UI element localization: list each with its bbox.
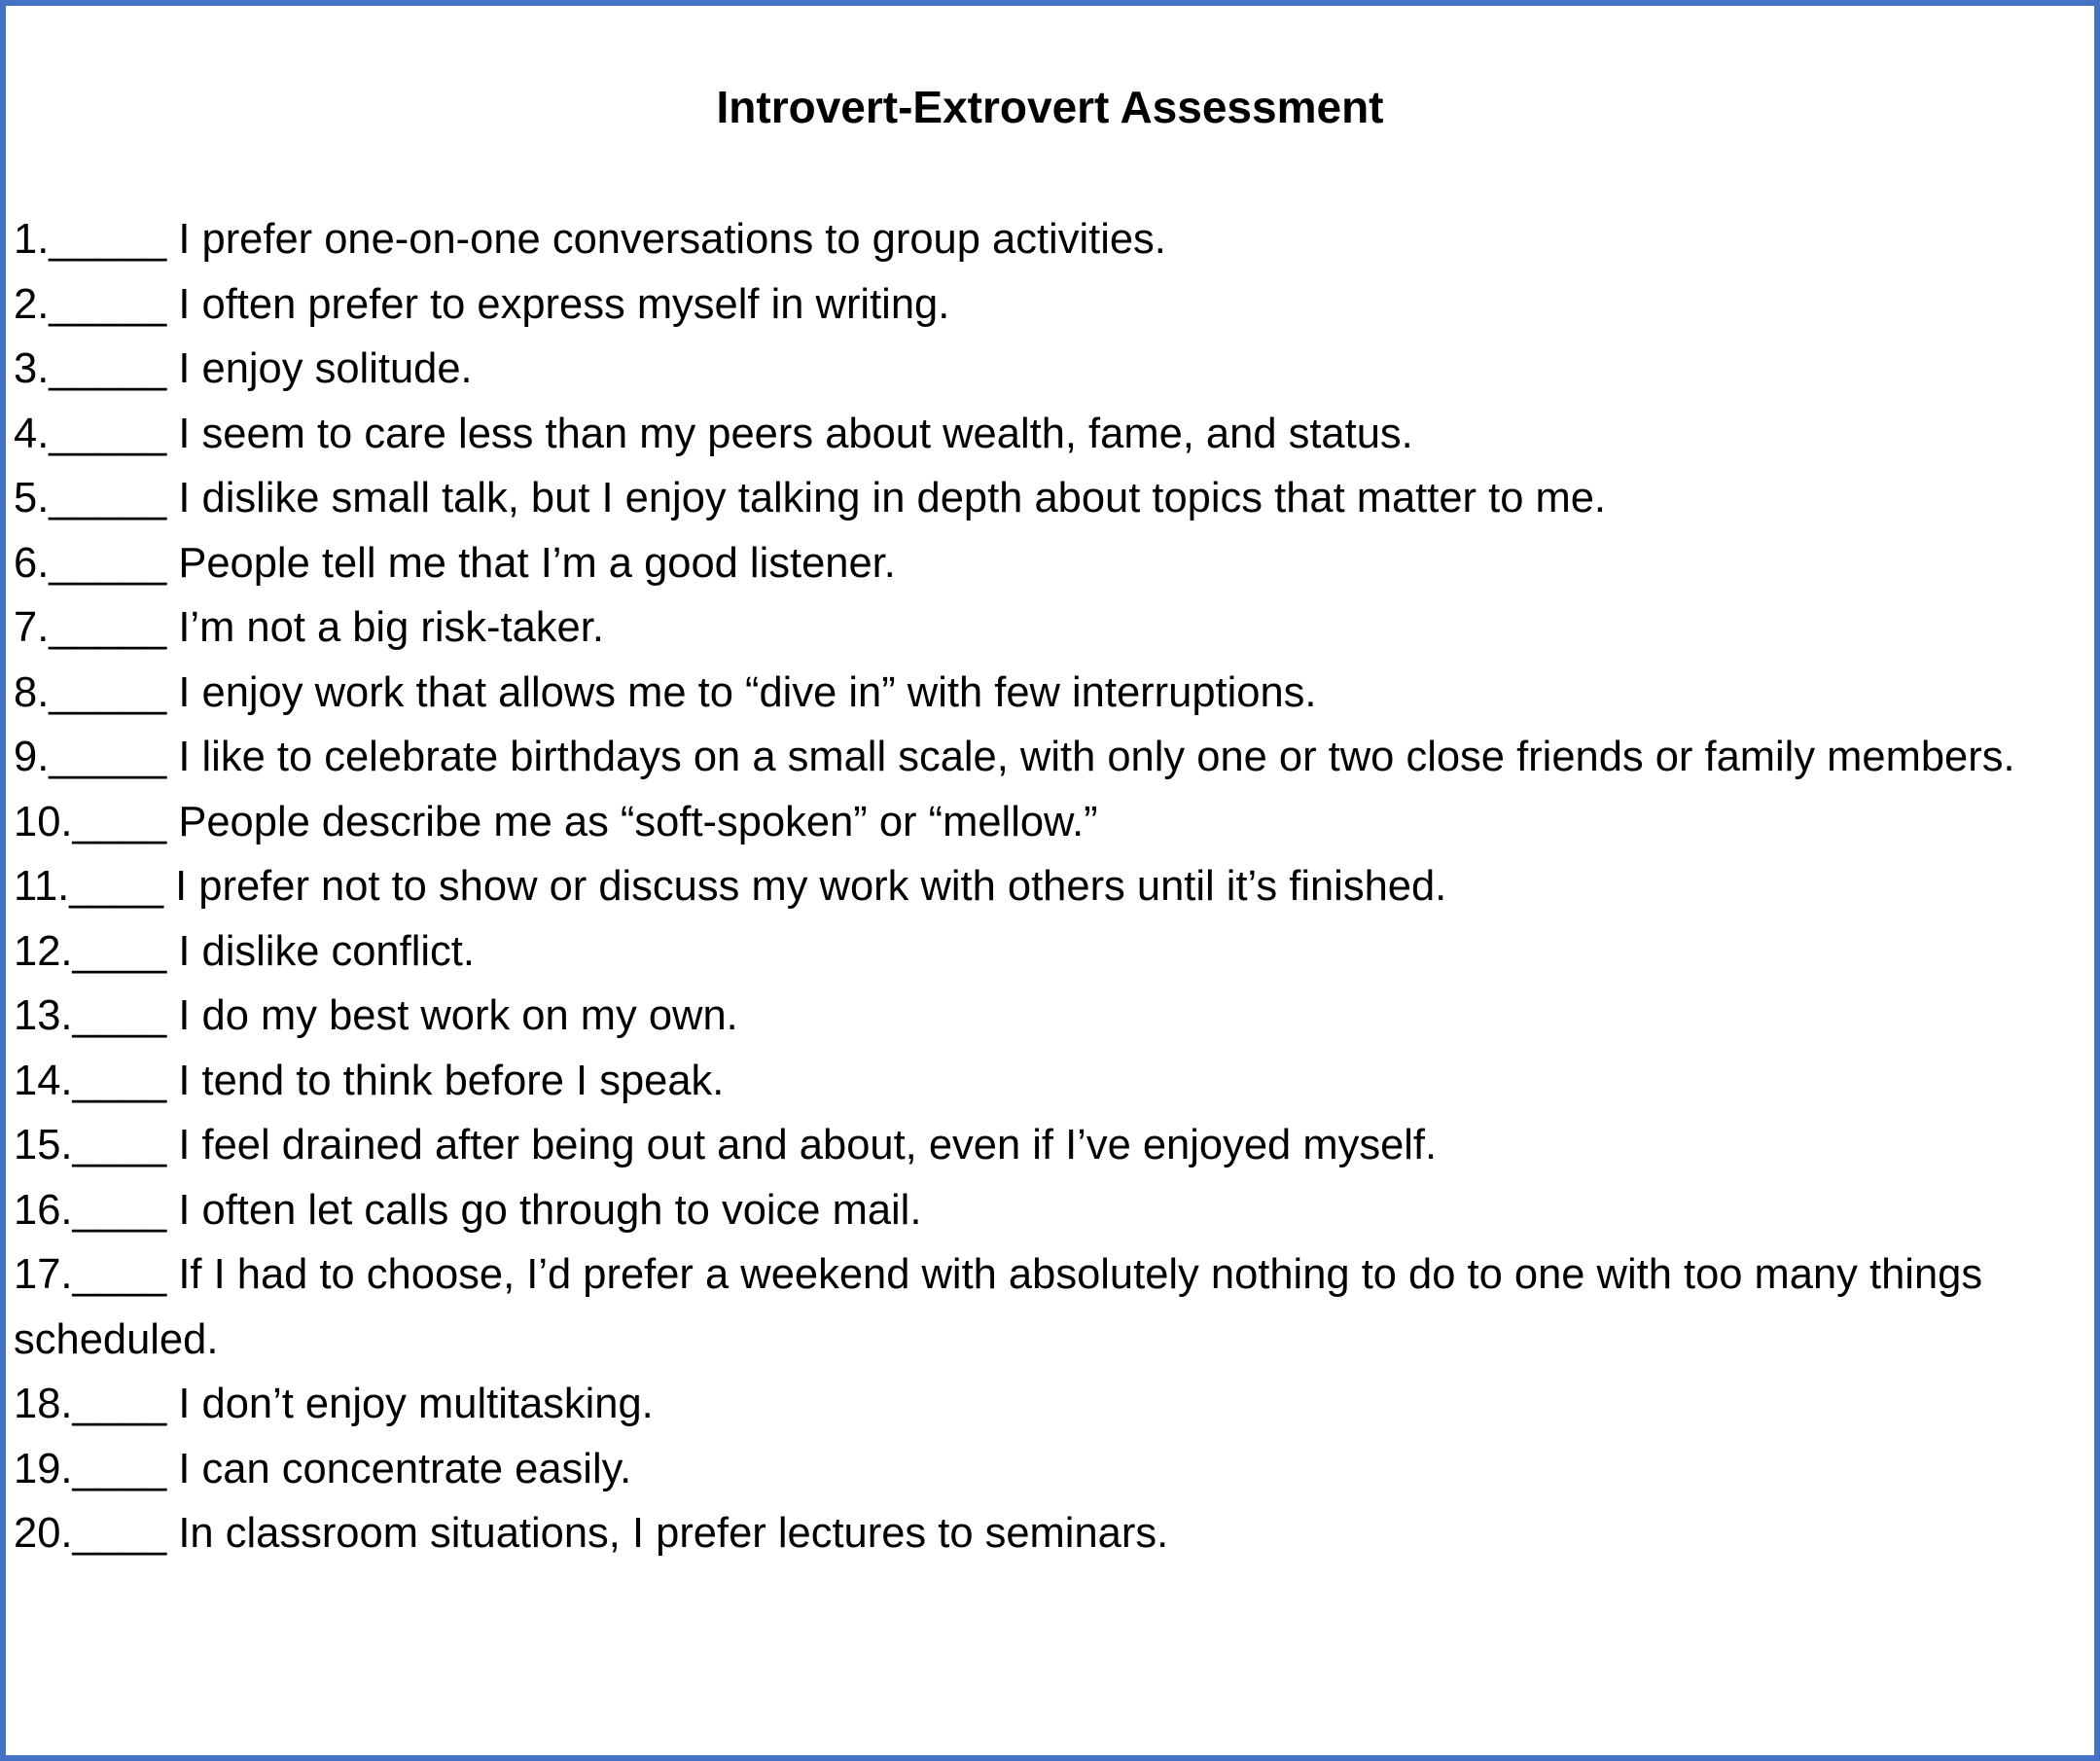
assessment-item-17 <box>14 1242 2076 1372</box>
item-number: 9. <box>14 734 50 780</box>
item-number: 19. <box>14 1445 73 1492</box>
item-statement: I dislike small talk, but I enjoy talking in depth about topics that matter to me. <box>166 475 1606 521</box>
item-statement: I like to celebrate birthdays on a small scale, with only one or two close friends or family members. <box>166 734 2015 780</box>
item-statement: I feel drained after being out and about, even if I’ve enjoyed myself. <box>166 1122 1438 1168</box>
item-statement: If I had to choose, I’d prefer a weekend with absolutely nothing to do to one with too many things scheduled. <box>14 1251 1983 1363</box>
answer-blank[interactable]: ____ <box>72 927 167 975</box>
item-number: 3. <box>14 345 50 392</box>
assessment-item-11 <box>14 854 2076 919</box>
assessment-item-13 <box>14 984 2076 1049</box>
item-number: 17. <box>14 1251 73 1298</box>
assessment-item-15 <box>14 1113 2076 1178</box>
item-number: 8. <box>14 668 50 716</box>
answer-blank[interactable]: _____ <box>49 410 167 457</box>
answer-blank[interactable]: _____ <box>49 280 167 328</box>
assessment-item-3 <box>14 337 2076 402</box>
item-number: 18. <box>14 1381 73 1427</box>
item-number: 10. <box>14 798 73 845</box>
answer-blank[interactable]: ____ <box>69 863 164 910</box>
item-number: 4. <box>14 410 50 457</box>
item-statement: I don’t enjoy multitasking. <box>166 1381 654 1427</box>
assessment-item-8 <box>14 661 2076 726</box>
answer-blank[interactable]: _____ <box>49 345 167 392</box>
answer-blank[interactable]: ____ <box>72 1186 167 1234</box>
answer-blank[interactable]: ____ <box>72 1445 167 1492</box>
item-statement: I’m not a big risk-taker. <box>166 604 604 651</box>
assessment-item-4 <box>14 402 2076 467</box>
item-statement: I do my best work on my own. <box>166 992 738 1039</box>
assessment-item-20 <box>14 1501 2076 1566</box>
item-number: 11. <box>14 863 70 910</box>
assessment-item-1 <box>14 207 2076 272</box>
answer-blank[interactable]: ____ <box>72 1122 167 1168</box>
answer-blank[interactable]: ____ <box>72 1510 167 1557</box>
assessment-item-16 <box>14 1178 2076 1243</box>
answer-blank[interactable]: _____ <box>49 734 167 780</box>
item-statement: I often prefer to express myself in writing. <box>166 280 950 328</box>
answer-blank[interactable]: ____ <box>72 992 167 1039</box>
assessment-item-5 <box>14 466 2076 531</box>
item-statement: I often let calls go through to voice mail. <box>166 1186 922 1234</box>
answer-blank[interactable]: _____ <box>49 604 167 651</box>
assessment-item-6 <box>14 531 2076 596</box>
answer-blank[interactable]: _____ <box>49 216 167 263</box>
item-statement: I dislike conflict. <box>166 927 475 975</box>
item-statement: I enjoy solitude. <box>166 345 473 392</box>
assessment-item-2 <box>14 272 2076 338</box>
item-statement: People tell me that I’m a good listener. <box>166 539 896 587</box>
assessment-item-list <box>14 207 2076 1566</box>
assessment-item-14 <box>14 1049 2076 1114</box>
answer-blank[interactable]: ____ <box>72 1057 167 1104</box>
item-statement: I tend to think before I speak. <box>166 1057 725 1104</box>
item-number: 12. <box>14 927 73 975</box>
answer-blank[interactable]: _____ <box>49 475 167 521</box>
item-statement: I prefer one-on-one conversations to group activities. <box>166 216 1166 263</box>
item-number: 20. <box>14 1510 73 1557</box>
item-number: 5. <box>14 475 50 521</box>
item-number: 2. <box>14 280 50 328</box>
answer-blank[interactable]: _____ <box>49 668 167 716</box>
item-statement: In classroom situations, I prefer lectures to seminars. <box>166 1510 1169 1557</box>
answer-blank[interactable]: ____ <box>72 1381 167 1427</box>
assessment-item-10 <box>14 790 2076 855</box>
item-number: 15. <box>14 1122 73 1168</box>
assessment-item-9 <box>14 725 2076 790</box>
item-statement: People describe me as “soft-spoken” or “mellow.” <box>166 798 1098 845</box>
item-statement: I enjoy work that allows me to “dive in” with few interruptions. <box>166 668 1317 716</box>
item-statement: I seem to care less than my peers about wealth, fame, and status. <box>166 410 1413 457</box>
assessment-item-12 <box>14 919 2076 985</box>
answer-blank[interactable]: ____ <box>72 1251 167 1298</box>
item-statement: I can concentrate easily. <box>166 1445 632 1492</box>
item-number: 14. <box>14 1057 73 1104</box>
assessment-item-18 <box>14 1372 2076 1437</box>
assessment-item-19 <box>14 1437 2076 1502</box>
item-number: 1. <box>14 216 50 263</box>
item-number: 16. <box>14 1186 73 1234</box>
item-number: 13. <box>14 992 73 1039</box>
item-number: 7. <box>14 604 50 651</box>
assessment-item-7 <box>14 595 2076 661</box>
item-number: 6. <box>14 539 50 587</box>
answer-blank[interactable]: _____ <box>49 539 167 587</box>
page-title: Introvert-Extrovert Assessment <box>716 82 1384 132</box>
answer-blank[interactable]: ____ <box>72 798 167 845</box>
item-statement: I prefer not to show or discuss my work with others until it’s finished. <box>163 863 1447 910</box>
